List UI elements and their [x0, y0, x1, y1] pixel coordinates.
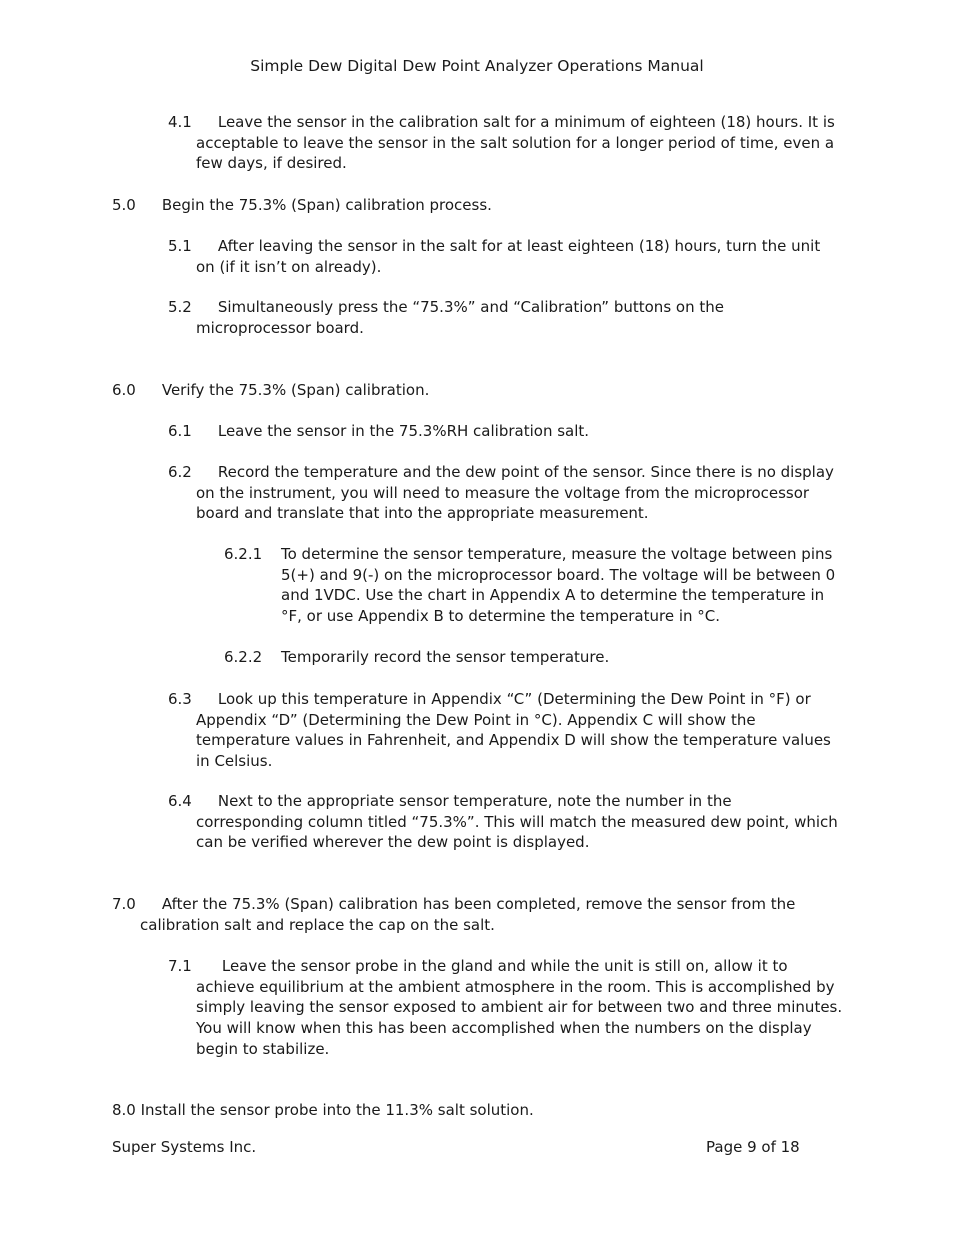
footer-page-number: Page 9 of 18: [706, 1138, 800, 1156]
step-7-0: [112, 894, 842, 935]
step-6-1: [168, 421, 848, 442]
step-number: 5.2: [168, 298, 192, 316]
step-number: 6.0: [112, 381, 136, 399]
step-number: 7.0: [112, 895, 136, 913]
step-text-continuation: corresponding column titled “75.3%”. This will match the measured dew point, which can be verified wherever the dew point is displayed.: [196, 812, 838, 852]
step-text-first-line: Record the temperature and the dew point of the sensor. Since there is no display: [217, 463, 834, 481]
step-number: 5.1: [168, 237, 192, 255]
step-text: Temporarily record the sensor temperature.: [281, 648, 610, 666]
step-text-continuation: achieve equilibrium at the ambient atmosphere in the room. This is accomplished by simply leaving the sensor exposed to ambient air for between two and three minutes. You will know when this has been accomplished when the numbers on the display begin to stabilize.: [196, 977, 843, 1058]
step-text-first-line: Next to the appropriate sensor temperature, note the number in the: [217, 792, 732, 810]
step-text: Leave the sensor in the 75.3%RH calibration salt.: [217, 422, 590, 440]
step-number: 6.2.2: [224, 648, 263, 666]
step-text: Verify the 75.3% (Span) calibration.: [161, 381, 430, 399]
step-6-0: [112, 380, 842, 401]
step-text-continuation: microprocessor board.: [196, 318, 364, 337]
step-number: 5.0: [112, 196, 136, 214]
step-text-continuation: calibration salt and replace the cap on the salt.: [140, 915, 495, 934]
step-6-3: [168, 689, 848, 772]
step-number: 4.1: [168, 113, 192, 131]
step-number: 6.3: [168, 690, 192, 708]
step-number: 6.2: [168, 463, 192, 481]
step-6-2-2: [224, 647, 844, 668]
step-text-first-line: Look up this temperature in Appendix “C” (Determining the Dew Point in °F) or: [217, 690, 811, 708]
step-text-first-line: Simultaneously press the “75.3%” and “Calibration” buttons on the: [217, 298, 724, 316]
step-text-continuation: Appendix “D” (Determining the Dew Point in °C). Appendix C will show the temperature values in Fahrenheit, and Appendix D will show the temperature values in Celsius.: [196, 710, 831, 771]
step-5-0: [112, 195, 842, 216]
step-text-first-line: Leave the sensor probe in the gland and while the unit is still on, allow it to: [221, 957, 788, 975]
step-text: To determine the sensor temperature, measure the voltage between pins 5(+) and 9(-) on the microprocessor board. The voltage will be between 0 and 1VDC. Use the chart in Appendix A to determine the temperature in °F, or use Appendix B to determine the temperature in °C.: [281, 545, 836, 626]
step-text: 8.0 Install the sensor probe into the 11.3% salt solution.: [112, 1101, 534, 1119]
step-5-1: [168, 236, 848, 277]
step-number: 6.2.1: [224, 545, 263, 563]
step-7-1: [168, 956, 848, 1060]
step-6-4: [168, 791, 848, 853]
step-5-2: [168, 297, 848, 338]
page-header: Simple Dew Digital Dew Point Analyzer Operations Manual: [250, 57, 704, 75]
step-text-continuation: on (if it isn’t on already).: [196, 257, 382, 276]
step-6-2: [168, 462, 848, 524]
step-number: 6.1: [168, 422, 192, 440]
step-text-first-line: After the 75.3% (Span) calibration has been completed, remove the sensor from the: [161, 895, 796, 913]
step-text-continuation: on the instrument, you will need to measure the voltage from the microprocessor board and translate that into the appropriate measurement.: [196, 483, 810, 523]
footer-company: Super Systems Inc.: [112, 1138, 257, 1156]
step-6-2-1: [224, 544, 844, 627]
step-8-0: [112, 1100, 842, 1121]
step-number: 6.4: [168, 792, 192, 810]
step-4-1: [168, 112, 848, 174]
step-text-first-line: After leaving the sensor in the salt for at least eighteen (18) hours, turn the unit: [217, 237, 821, 255]
step-text-continuation: acceptable to leave the sensor in the salt solution for a longer period of time, even a few days, if desired.: [196, 133, 835, 173]
step-number: 7.1: [168, 957, 192, 975]
step-text: Begin the 75.3% (Span) calibration process.: [161, 196, 492, 214]
step-text-first-line: Leave the sensor in the calibration salt for a minimum of eighteen (18) hours. It is: [217, 113, 835, 131]
